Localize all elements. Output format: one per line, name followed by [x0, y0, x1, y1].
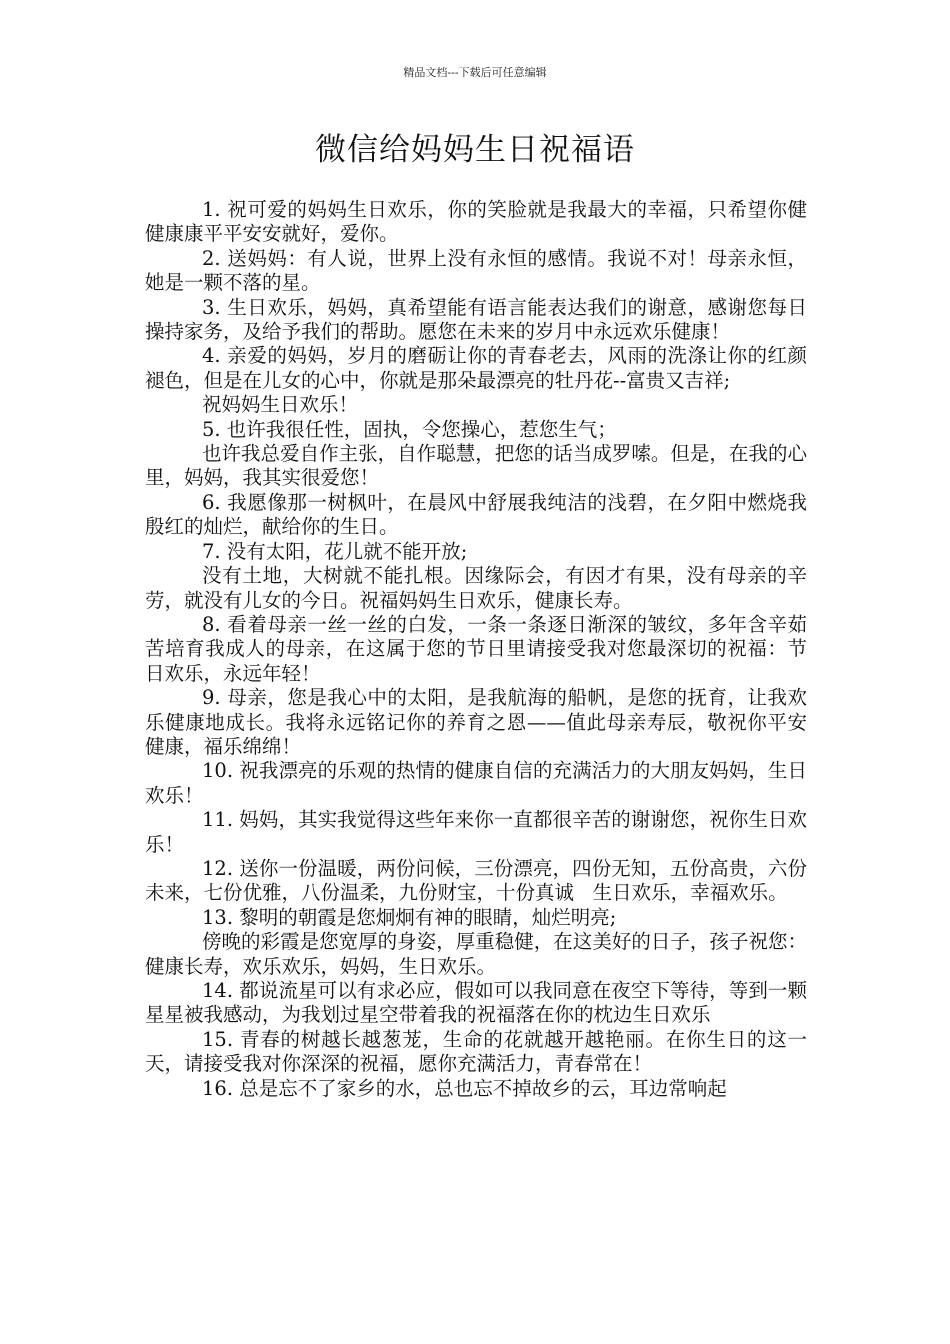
paragraph: 傍晚的彩霞是您宽厚的身姿，厚重稳健，在这美好的日子，孩子祝您：健康长寿，欢乐欢乐，妈妈，生日欢乐。 — [145, 930, 807, 978]
paragraph: 13. 黎明的朝霞是您炯炯有神的眼睛，灿烂明亮; — [202, 905, 617, 929]
paragraph: 4. 亲爱的妈妈，岁月的磨砺让你的青春老去，风雨的洗涤让你的红颜褪色，但是在儿女的心中，你就是那朵最漂亮的牡丹花--富贵又吉祥; — [145, 344, 807, 392]
paragraph: 12. 送你一份温暖，两份问候，三份漂亮，四份无知，五份高贵，六份未来，七份优雅，八份温柔，九份财宝，十份真诚 生日欢乐，幸福欢乐。 — [145, 856, 807, 905]
paragraph: 5. 也许我很任性，固执，令您操心，惹您生气； — [202, 417, 617, 441]
paragraph: 没有土地，大树就不能扎根。因缘际会，有因才有果，没有母亲的辛劳，就没有儿女的今日。祝福妈妈生日欢乐，健康长寿。 — [145, 564, 807, 612]
paragraph: 3. 生日欢乐，妈妈，真希望能有语言能表达我们的谢意，感谢您每日操持家务，及给予我们的帮助。愿您在未来的岁月中永远欢乐健康！ — [145, 295, 807, 344]
paragraph: 16. 总是忘不了家乡的水，总也忘不掉故乡的云，耳边常响起 — [202, 1076, 727, 1100]
paragraph: 11. 妈妈，其实我觉得这些年来你一直都很辛苦的谢谢您，祝你生日欢乐！ — [145, 808, 807, 856]
paragraph: 8. 看着母亲一丝一丝的白发，一条一条逐日渐深的皱纹，多年含辛茹苦培育我成人的母亲，在这属于您的节日里请接受我对您最深切的祝福：节日欢乐，永远年轻！ — [145, 612, 807, 685]
paragraph: 9. 母亲，您是我心中的太阳，是我航海的船帆，是您的抚育，让我欢乐健康地成长。我将永远铭记你的养育之恩——值此母亲寿辰，敬祝你平安健康，福乐绵绵！ — [145, 686, 807, 758]
paragraph: 6. 我愿像那一树枫叶，在晨风中舒展我纯洁的浅碧，在夕阳中燃烧我殷红的灿烂，献给你的生日。 — [145, 490, 807, 539]
paragraph: 2. 送妈妈：有人说，世界上没有永恒的感情。我说不对！母亲永恒，她是一颗不落的星。 — [145, 246, 807, 295]
paragraph: 1. 祝可爱的妈妈生日欢乐，你的笑脸就是我最大的幸福，只希望你健健康康平平安安就好，爱你。 — [145, 198, 807, 246]
document-body — [145, 198, 807, 1101]
paragraph: 也许我总爱自作主张，自作聪慧，把您的话当成罗嗦。但是，在我的心里，妈妈，我其实很爱您！ — [145, 442, 807, 490]
paragraph: 祝妈妈生日欢乐！ — [202, 393, 359, 417]
paragraph: 14. 都说流星可以有求必应，假如可以我同意在夜空下等待，等到一颗星星被我感动，为我划过星空带着我的祝福落在你的枕边生日欢乐 — [145, 979, 807, 1027]
paragraph: 7. 没有太阳，花儿就不能开放; — [202, 539, 468, 563]
paragraph: 15. 青春的树越长越葱茏，生命的花就越开越艳丽。在你生日的这一天，请接受我对你深深的祝福，愿你充满活力，青春常在！ — [145, 1027, 807, 1076]
page-header: 精品文档---下载后可任意编辑 — [403, 66, 547, 79]
paragraph: 10. 祝我漂亮的乐观的热情的健康自信的充满活力的大朋友妈妈，生日欢乐！ — [145, 759, 807, 807]
document-title: 微信给妈妈生日祝福语 — [315, 132, 635, 168]
